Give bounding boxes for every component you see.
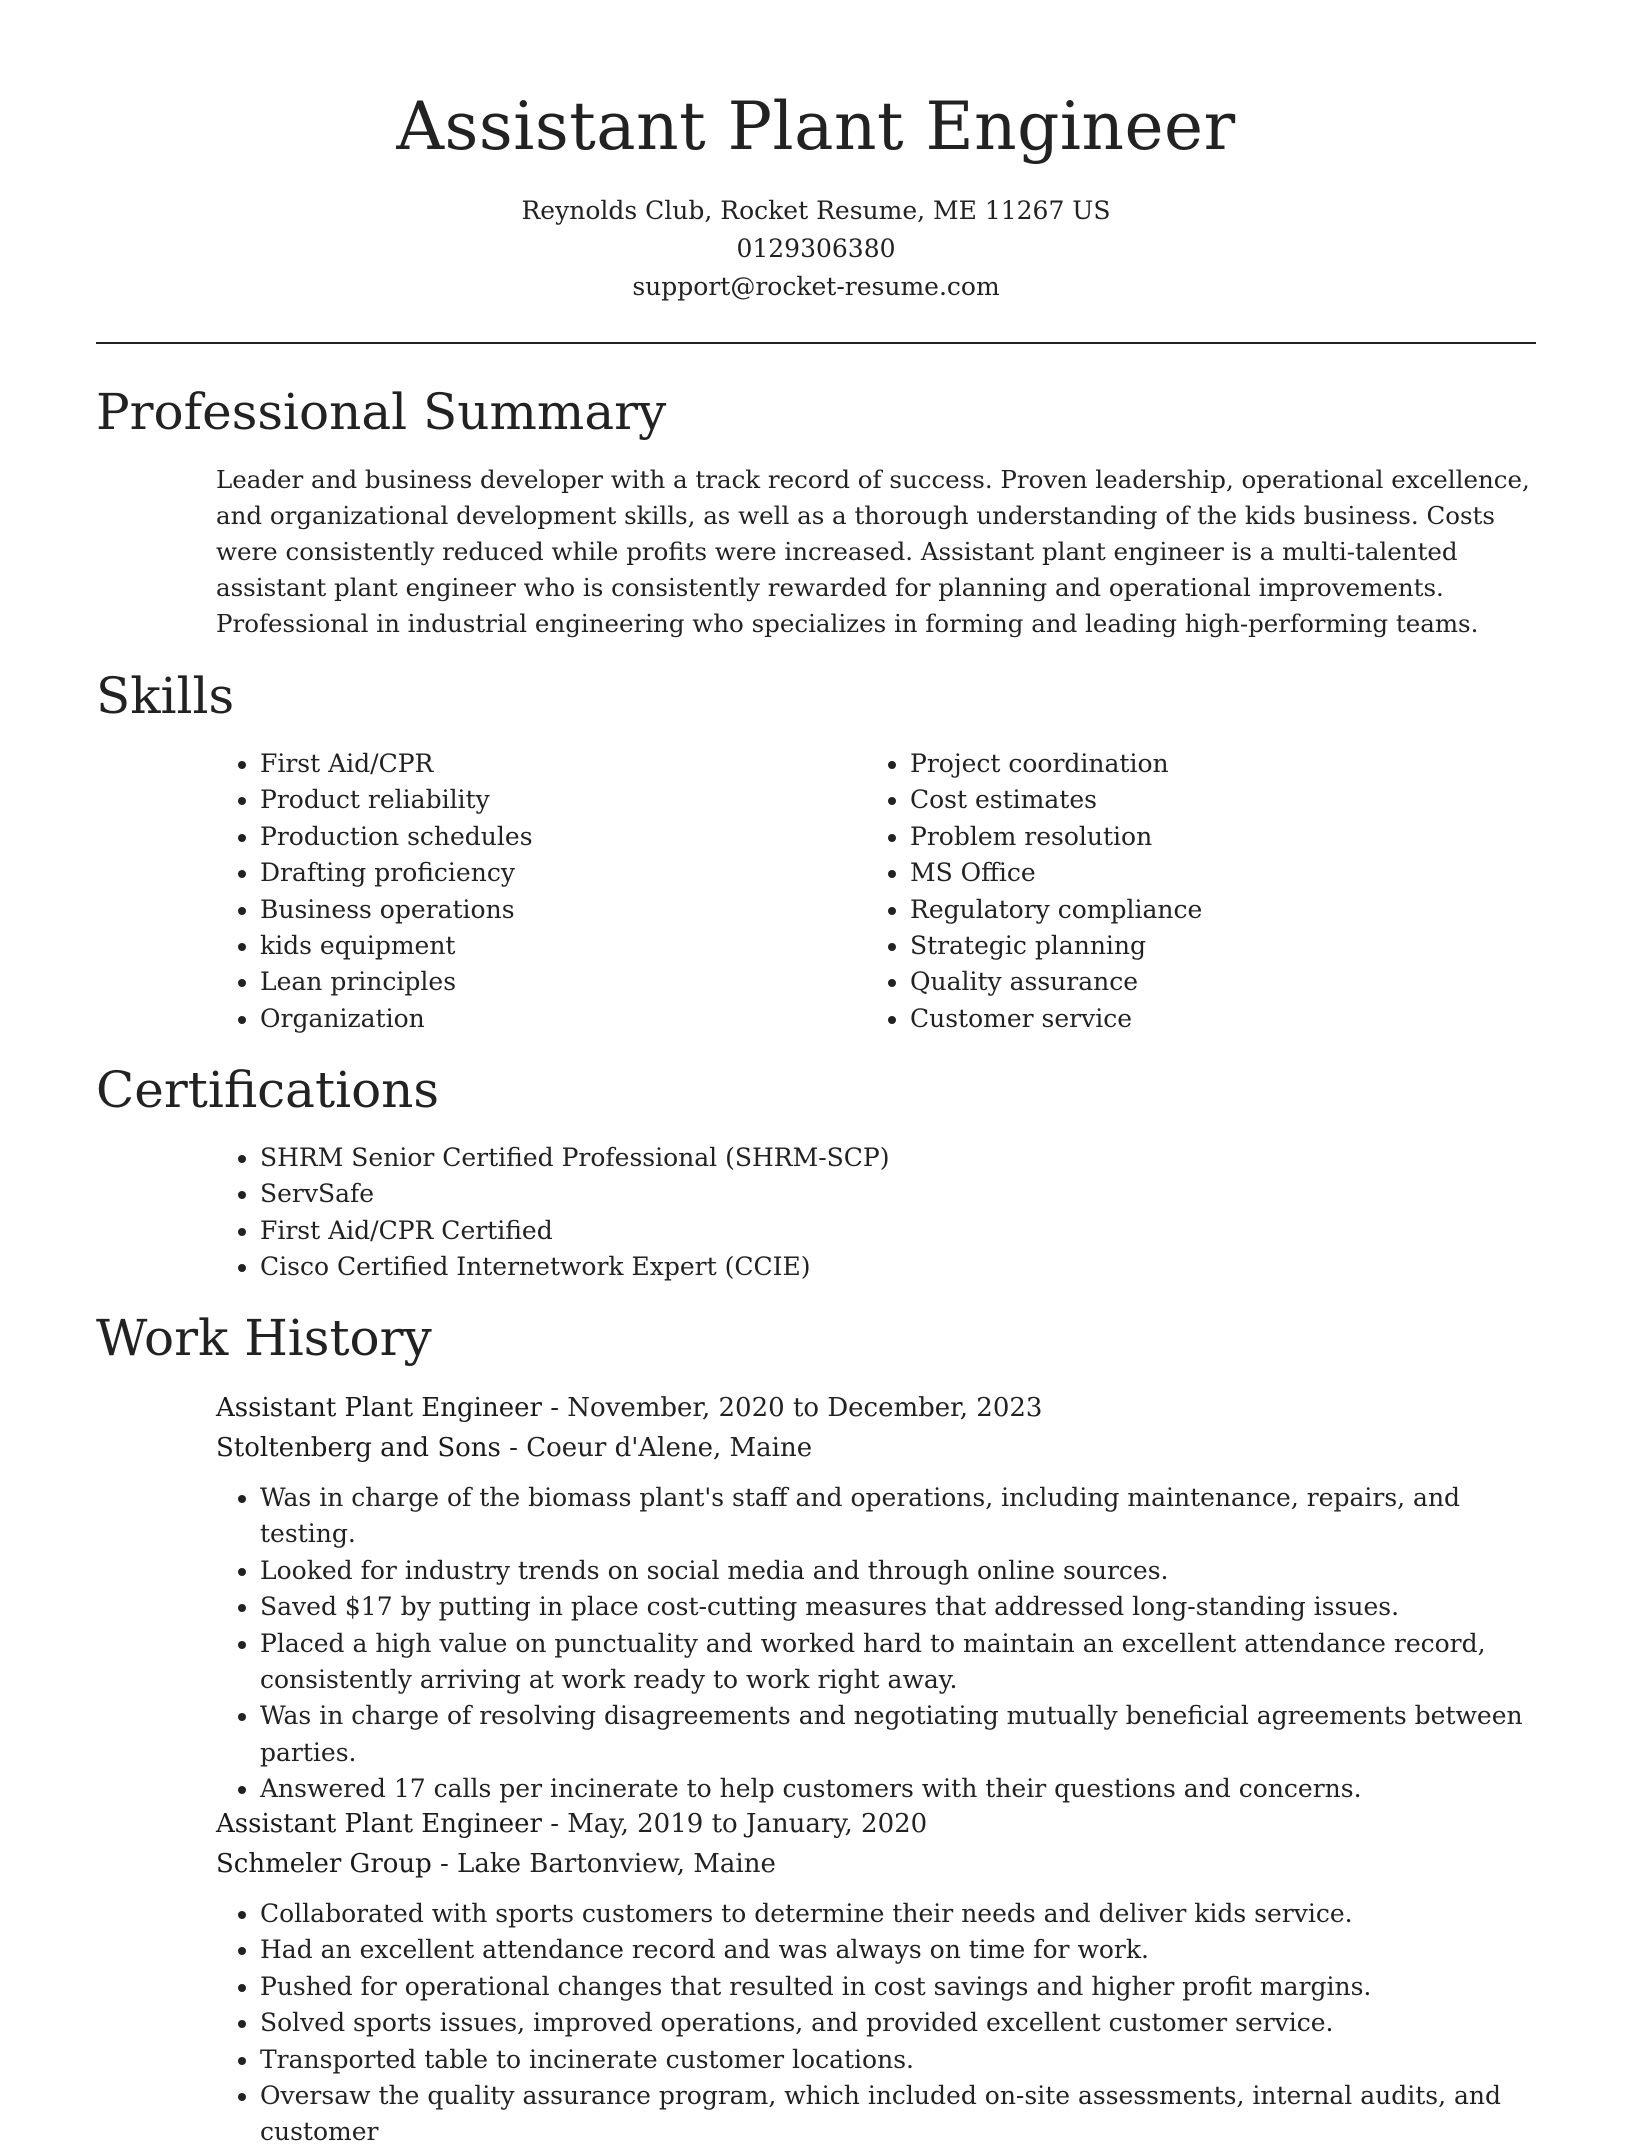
skill-item: • Cost estimates [910, 782, 1202, 818]
email: support@rocket-resume.com [632, 272, 1000, 301]
job-company: Schmeler Group [216, 1849, 432, 1879]
job-bullet: • Placed a high value on punctuality and worked hard to maintain an excellent attendance record, consistently arriving at work ready to work right away. [260, 1626, 1556, 1699]
summary-heading: Professional Summary [96, 383, 667, 441]
job-bullet: • Pushed for operational changes that resulted in cost savings and higher profit margins. [260, 1969, 1556, 2005]
skill-item: • Regulatory compliance [910, 892, 1202, 928]
certification-item: • First Aid/CPR Certified [260, 1213, 890, 1249]
job-bullet: • Collaborated with sports customers to determine their needs and deliver kids service. [260, 1896, 1556, 1932]
skill-item: • Quality assurance [910, 964, 1202, 1000]
job-dates: - November, 2020 to December, 2023 [541, 1393, 1043, 1423]
job-location: - Coeur d'Alene, Maine [500, 1433, 813, 1463]
skill-item: • MS Office [910, 855, 1202, 891]
skill-item: • Project coordination [910, 746, 1202, 782]
job-role: Assistant Plant Engineer [216, 1393, 542, 1423]
job-company-line [216, 1428, 1556, 1468]
skill-item: • Problem resolution [910, 819, 1202, 855]
job-bullet: • Solved sports issues, improved operations, and provided excellent customer service. [260, 2005, 1556, 2041]
certification-item: • Cisco Certified Internetwork Expert (CCIE) [260, 1249, 890, 1285]
skill-item: • Strategic planning [910, 928, 1202, 964]
job-bullet: • Had an excellent attendance record and was always on time for work. [260, 1932, 1556, 1968]
job-title-line [216, 1388, 1556, 1428]
skill-item: • Product reliability [260, 782, 533, 818]
job-bullet: • Transported table to incinerate customer locations. [260, 2042, 1556, 2078]
skill-item: • Organization [260, 1001, 533, 1037]
skill-item: • Production schedules [260, 819, 533, 855]
skill-item: • Lean principles [260, 964, 533, 1000]
work-history-heading: Work History [96, 1309, 432, 1367]
header-divider [96, 342, 1536, 344]
job-bullets [216, 1896, 1556, 2151]
job-bullet: • Was in charge of the biomass plant's staff and operations, including maintenance, repairs, and testing. [260, 1480, 1556, 1553]
job-bullet: • Looked for industry trends on social media and through online sources. [260, 1553, 1556, 1589]
job-role: Assistant Plant Engineer [216, 1809, 542, 1839]
job-location: - Lake Bartonview, Maine [431, 1849, 776, 1879]
certifications-list [216, 1140, 890, 1286]
skills-list-right [866, 746, 1202, 1037]
skill-item: • Customer service [910, 1001, 1202, 1037]
skill-item: • Drafting proficiency [260, 855, 533, 891]
resume-header [0, 0, 1632, 306]
candidate-name: Assistant Plant Engineer [396, 88, 1236, 165]
certification-item: • SHRM Senior Certified Professional (SHRM-SCP) [260, 1140, 890, 1176]
job-entry [216, 1804, 1556, 2151]
job-dates: - May, 2019 to January, 2020 [541, 1809, 928, 1839]
job-company-line [216, 1844, 1556, 1884]
certification-item: • ServSafe [260, 1176, 890, 1212]
summary-text: Leader and business developer with a track record of success. Proven leadership, operational excellence, and organizational development skills, as well as a thorough understanding of the kids business. Costs were consistently reduced while profits were increased. Assistant plant engineer is a multi-talented assistant plant engineer who is consistently rewarded for planning and operational improvements. Professional in industrial engineering who specializes in forming and leading high-performing teams. [216, 465, 1530, 638]
job-bullet: • Was in charge of resolving disagreements and negotiating mutually beneficial agreements between parties. [260, 1698, 1556, 1771]
skill-item: • Business operations [260, 892, 533, 928]
skills-list-left [216, 746, 533, 1037]
phone: 0129306380 [736, 234, 896, 263]
job-entry [216, 1388, 1556, 1808]
address: Reynolds Club, Rocket Resume, ME 11267 US [521, 196, 1111, 225]
job-bullet: • Answered 17 calls per incinerate to help customers with their questions and concerns. [260, 1771, 1556, 1807]
job-bullet: • Saved $17 by putting in place cost-cutting measures that addressed long-standing issues. [260, 1589, 1556, 1625]
contact-block [0, 192, 1632, 306]
job-company: Stoltenberg and Sons [216, 1433, 501, 1463]
job-bullet: • Oversaw the quality assurance program, which included on-site assessments, internal audits, and customer [260, 2078, 1556, 2151]
skill-item: • kids equipment [260, 928, 533, 964]
certifications-heading: Certifications [96, 1061, 440, 1119]
job-title-line [216, 1804, 1556, 1844]
job-bullets [216, 1480, 1556, 1808]
skills-heading: Skills [96, 667, 235, 725]
skill-item: • First Aid/CPR [260, 746, 533, 782]
